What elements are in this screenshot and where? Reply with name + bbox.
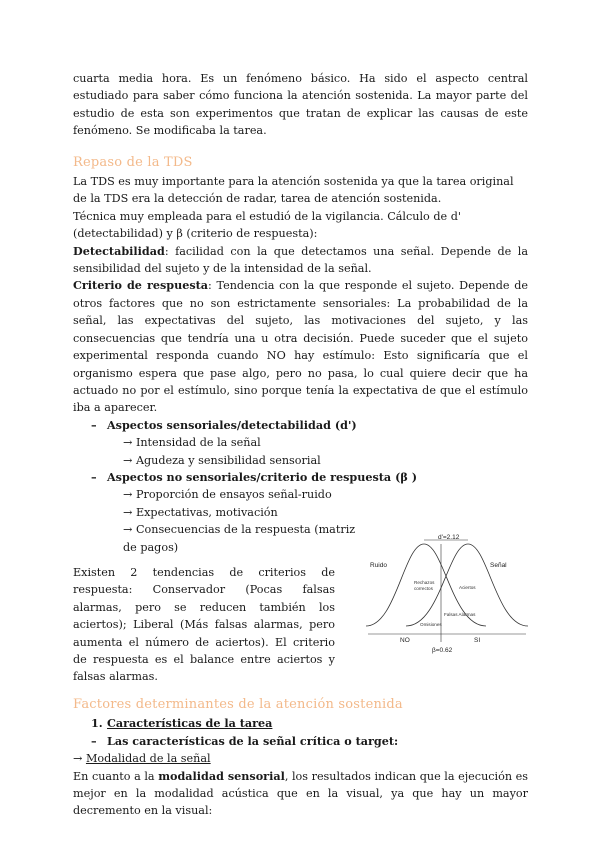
- numbered-item-label: Características de la tarea: [107, 716, 273, 731]
- dash-marker: –: [91, 417, 97, 432]
- detectabilidad-text: : facilidad con la que detectamos una señal. Depende de la sensibilidad del sujeto y de la intensidad de la señal.: [73, 244, 528, 276]
- numbered-item-caracteristicas: [91, 715, 528, 732]
- sub-item: [123, 486, 528, 503]
- modalidad-subheading: [73, 750, 528, 767]
- arrow-icon: →: [123, 523, 133, 537]
- intro-paragraph: cuarta media hora. Es un fenómeno básico. Ha sido el aspecto central estudiado para saber cómo funciona la atención sostenida. La mayor parte del estudio de esta son experimentos que tratan de explicar las causas de este fenómeno. Se modificaba la tarea.: [73, 72, 528, 138]
- tendencias-paragraph: Existen 2 tendencias de criterios de respuesta: Conservador (Pocas falsas alarmas, pero se reducen también los aciertos); Liberal (Más falsas alarmas, pero aumenta el número de aciertos). El criterio de respuesta es el balance entre aciertos y falsas alarmas.: [73, 565, 335, 684]
- detectabilidad-paragraph: [73, 243, 528, 278]
- no-label: NO: [400, 636, 410, 644]
- text-span: , los resultados indican que la ejecución es mejor en la modalidad acústica que en la visual, ya que hay un mayor decremento en la visual:: [73, 769, 529, 818]
- sub-item: [123, 452, 528, 469]
- section-heading-tds: Repaso de la TDS: [73, 154, 193, 170]
- sub-item: [123, 521, 363, 556]
- ruido-label: Ruido: [370, 561, 387, 569]
- si-label: SI: [474, 636, 481, 644]
- sub-item: [123, 434, 528, 451]
- dash-marker: –: [91, 469, 97, 484]
- dash-marker: –: [91, 733, 97, 748]
- sub-item: [123, 504, 528, 521]
- bullet-senal-critica-label: Las características de la señal crítica o target:: [107, 733, 399, 748]
- beta-label: β=0.62: [432, 646, 453, 654]
- section-heading-factores: Factores determinantes de la atención sostenida: [73, 696, 403, 712]
- modalidad-label: Modalidad de la señal: [85, 752, 211, 766]
- bullet-senal-critica: [91, 733, 528, 750]
- arrow-icon: →: [123, 505, 133, 519]
- tds-paragraph-1: La TDS es muy importante para la atención sostenida ya que la tarea original de la TDS era la detección de radar, tarea de atención sostenida.: [73, 175, 514, 206]
- sub-item-label: Intensidad de la señal: [135, 436, 261, 450]
- omisiones-label: Omisiones: [420, 621, 442, 627]
- tds-distribution-figure: [366, 534, 528, 658]
- sub-item-label: Expectativas, motivación: [135, 505, 278, 519]
- d-prime-label: d'=2.12: [438, 533, 460, 541]
- criterio-term: Criterio de respuesta: [73, 278, 209, 293]
- aciertos-label: Aciertos: [459, 584, 476, 590]
- criterio-text: : Tendencia con la que responde el sujeto. Depende de otros factores que no son estrictamente sensoriales: La probabilidad de la señal, las expectativas del sujeto, las motivaciones del sujeto, y las consecuencias que tendría una u otra decisión. Puede suceder que el sujeto experimental responda cuando NO hay estímulo: Esto significaría que el organismo espera que pase algo, pero no pasa, lo cual quiere decir que ha actuado no por el estímulo, sino porque tenía la expectativa de que el estímulo iba a aparecer.: [73, 279, 528, 415]
- arrow-icon: →: [123, 488, 133, 502]
- bullet-sensoriales: [91, 417, 528, 434]
- modalidad-paragraph: [73, 768, 528, 820]
- correctos-label: correctos: [414, 585, 433, 591]
- text-span: En cuanto a la: [73, 769, 159, 783]
- sub-item-label: Proporción de ensayos señal-ruido: [135, 488, 332, 502]
- document-page: [73, 70, 528, 820]
- tds-paragraph-2: Técnica muy empleada para el estudió de la vigilancia. Cálculo de d' (detectabilidad) y β (criterio de respuesta):: [73, 209, 461, 241]
- modalidad-sensorial-term: modalidad sensorial: [158, 768, 285, 783]
- criterio-paragraph: [73, 277, 528, 416]
- arrow-icon: →: [123, 453, 133, 467]
- bullet-no-sensoriales-label: Aspectos no sensoriales/criterio de respuesta (β ): [107, 469, 417, 484]
- arrow-icon: →: [123, 436, 133, 450]
- bullet-sensoriales-label: Aspectos sensoriales/detectabilidad (d'): [107, 417, 357, 432]
- bullet-no-sensoriales: [91, 469, 528, 486]
- falsas-alarmas-label: Falsas Alarmas: [444, 611, 476, 617]
- senal-label: Señal: [490, 561, 507, 569]
- detectabilidad-term: Detectabilidad: [73, 243, 165, 258]
- sub-item-label: Consecuencias de la respuesta (matriz de pagos): [123, 523, 356, 554]
- arrow-icon: →: [73, 752, 83, 766]
- sub-item-label: Agudeza y sensibilidad sensorial: [135, 453, 321, 467]
- number-marker: 1.: [91, 716, 103, 731]
- rechazos-label: Rechazos: [414, 579, 435, 585]
